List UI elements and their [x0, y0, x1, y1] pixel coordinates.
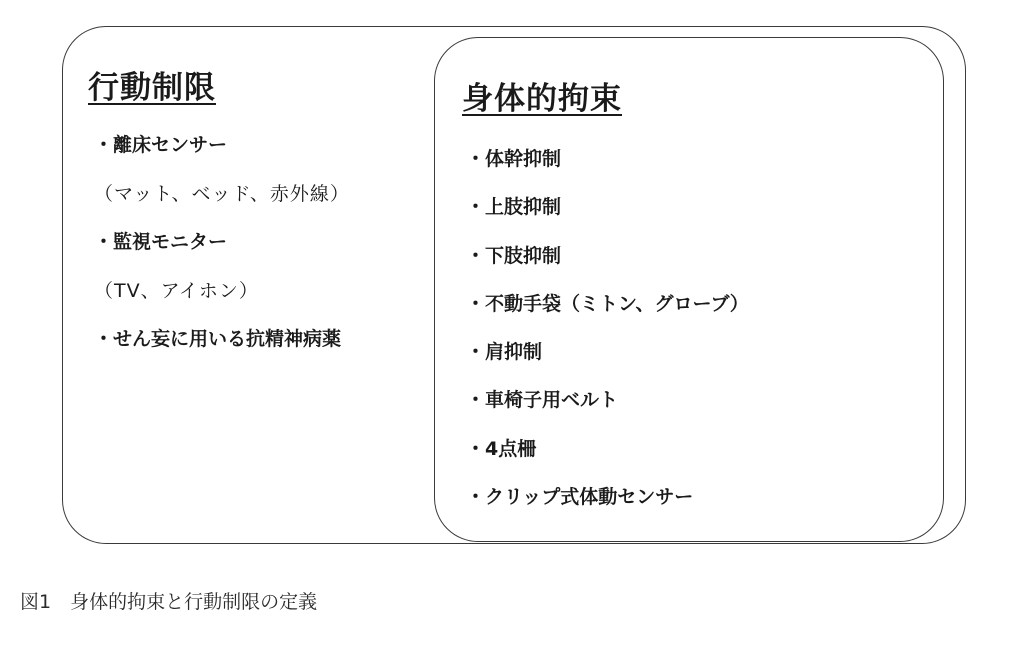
list-item: （TV、アイホン）	[94, 279, 259, 302]
list-item: ・4点柵	[466, 437, 537, 460]
list-item: ・監視モニター	[94, 231, 228, 253]
physical-restraint-list	[466, 144, 749, 530]
list-item: ・体幹抑制	[466, 148, 562, 170]
list-item: ・せん妄に用いる抗精神病薬	[94, 328, 342, 350]
behavior-restriction-list	[94, 130, 350, 373]
physical-restraint-title: 身体的拘束	[462, 81, 622, 117]
list-item: ・上肢抑制	[466, 196, 562, 219]
list-item: （マット、ベッド、赤外線）	[94, 182, 350, 205]
list-item: ・不動手袋（ミトン、グローブ）	[466, 292, 749, 315]
list-item: ・車椅子用ベルト	[466, 389, 619, 412]
behavior-restriction-title: 行動制限	[88, 70, 216, 106]
list-item: ・下肢抑制	[466, 244, 562, 267]
list-item: ・離床センサー	[94, 134, 228, 156]
figure-caption: 図1 身体的拘束と行動制限の定義	[20, 591, 318, 613]
list-item: ・クリップ式体動センサー	[466, 486, 694, 509]
list-item: ・肩抑制	[466, 341, 543, 364]
